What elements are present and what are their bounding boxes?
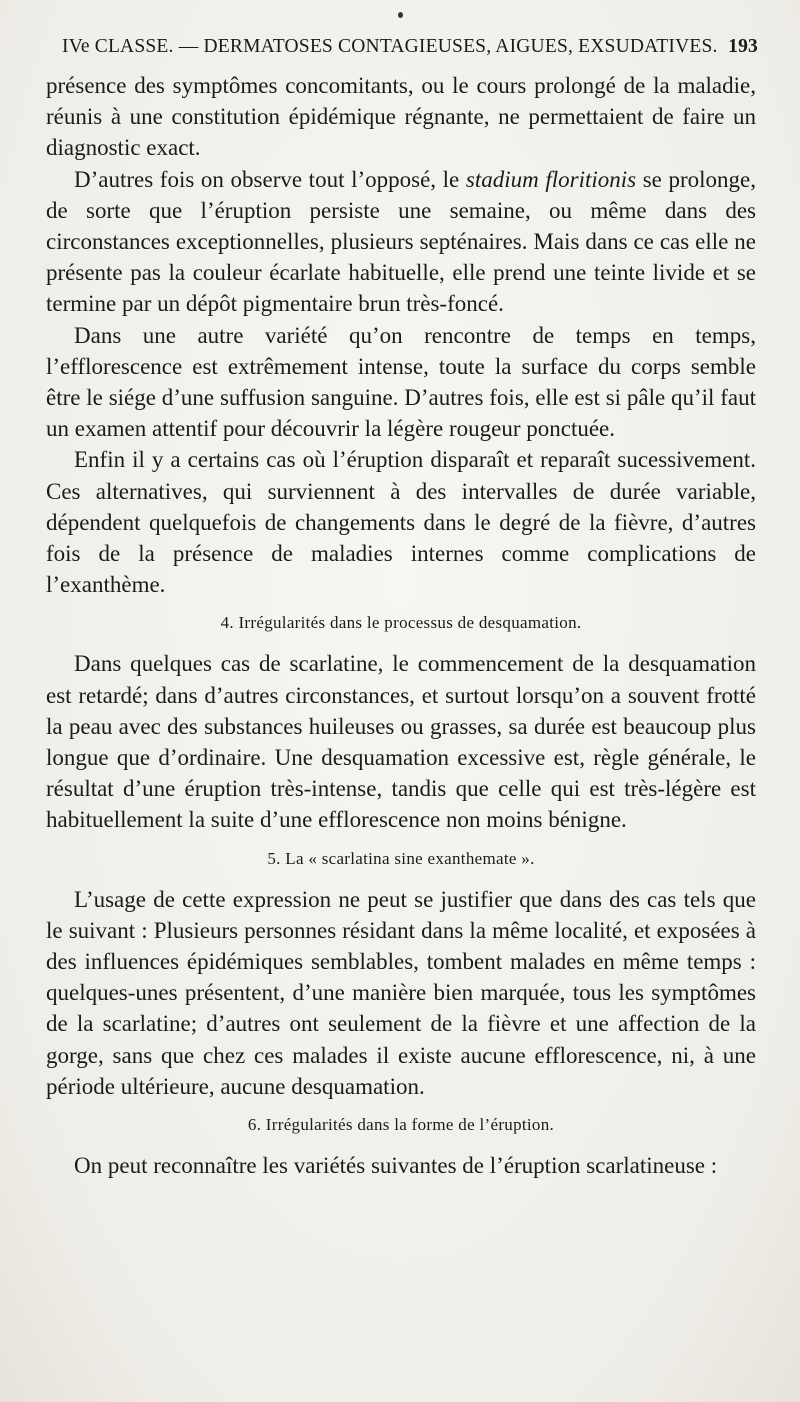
- paragraph: [46, 164, 756, 320]
- section-heading: 4. Irrégularités dans le processus de desquamation.: [220, 613, 582, 633]
- running-header: [62, 36, 758, 60]
- paragraph: On peut reconnaître les variétés suivantes de l’éruption scarlatineuse :: [74, 1153, 718, 1179]
- section-heading: 5. La « scarlatina sine exanthemate ».: [267, 848, 535, 868]
- ink-speck: [398, 12, 403, 18]
- latin-term: stadium floritionis: [465, 166, 637, 192]
- paragraph: présence des symptômes concomitants, ou le cours prolongé de la maladie, réunis à une constitution épidémique régnante, ne permettaient de faire un diagnostic exact.: [46, 73, 756, 161]
- page-number: 193: [728, 36, 758, 57]
- body-text: [46, 70, 756, 1181]
- paragraph: L’usage de cette expression ne peut se justifier que dans des cas tels que le suivant : Plusieurs personnes résidant dans la même localité, et exposées à des influences épidémiques semblables, tombent malades en même temps : quelques-unes présentent, d’une manière bien marquée, tous les symptômes de la scarlatine; d’autres ont seulement de la fièvre et une affection de la gorge, sans que chez ces malades il existe aucune efflorescence, ni, à une période ultérieure, aucune desquamation.: [46, 886, 756, 1099]
- text-run: se prolonge, de sorte que l’éruption persiste une semaine, ou même dans des circonstances exceptionnelles, plusieurs septénaires. Mais dans ce cas elle ne présente pas la couleur écarlate habituelle, elle prend une teinte livide et se termine par un dépôt pigmentaire brun très-foncé.: [46, 166, 756, 317]
- paragraph: Enfin il y a certains cas où l’éruption disparaît et reparaît sucessivement. Ces alternatives, qui surviennent à des intervalles de durée variable, dépendent quelquefois de changements dans le degré de la fièvre, d’autres fois de la présence de maladies internes comme complications de l’exanthème.: [46, 447, 756, 598]
- text-run: D’autres fois on observe tout l’opposé, le: [74, 166, 466, 192]
- section-heading: 6. Irrégularités dans la forme de l’éruption.: [247, 1115, 555, 1135]
- running-title: IVe CLASSE. — DERMATOSES CONTAGIEUSES, AIGUES, EXSUDATIVES.: [62, 36, 718, 57]
- paragraph: Dans une autre variété qu’on rencontre de temps en temps, l’efflorescence est extrêmement intense, toute la surface du corps semble être le siége d’une suffusion sanguine. D’autres fois, elle est si pâle qu’il faut un examen attentif pour découvrir la légère rougeur ponctuée.: [46, 322, 756, 442]
- paragraph: Dans quelques cas de scarlatine, le commencement de la desquamation est retardé; dans d’autres circonstances, et surtout lorsqu’on a souvent frotté la peau avec des substances huileuses ou grasses, sa durée est beaucoup plus longue que d’ordinaire. Une desquamation excessive est, règle générale, le résultat d’une éruption très-intense, tandis que celle qui est très-légère est habituellement la suite d’une efflorescence non moins bénigne.: [46, 651, 756, 833]
